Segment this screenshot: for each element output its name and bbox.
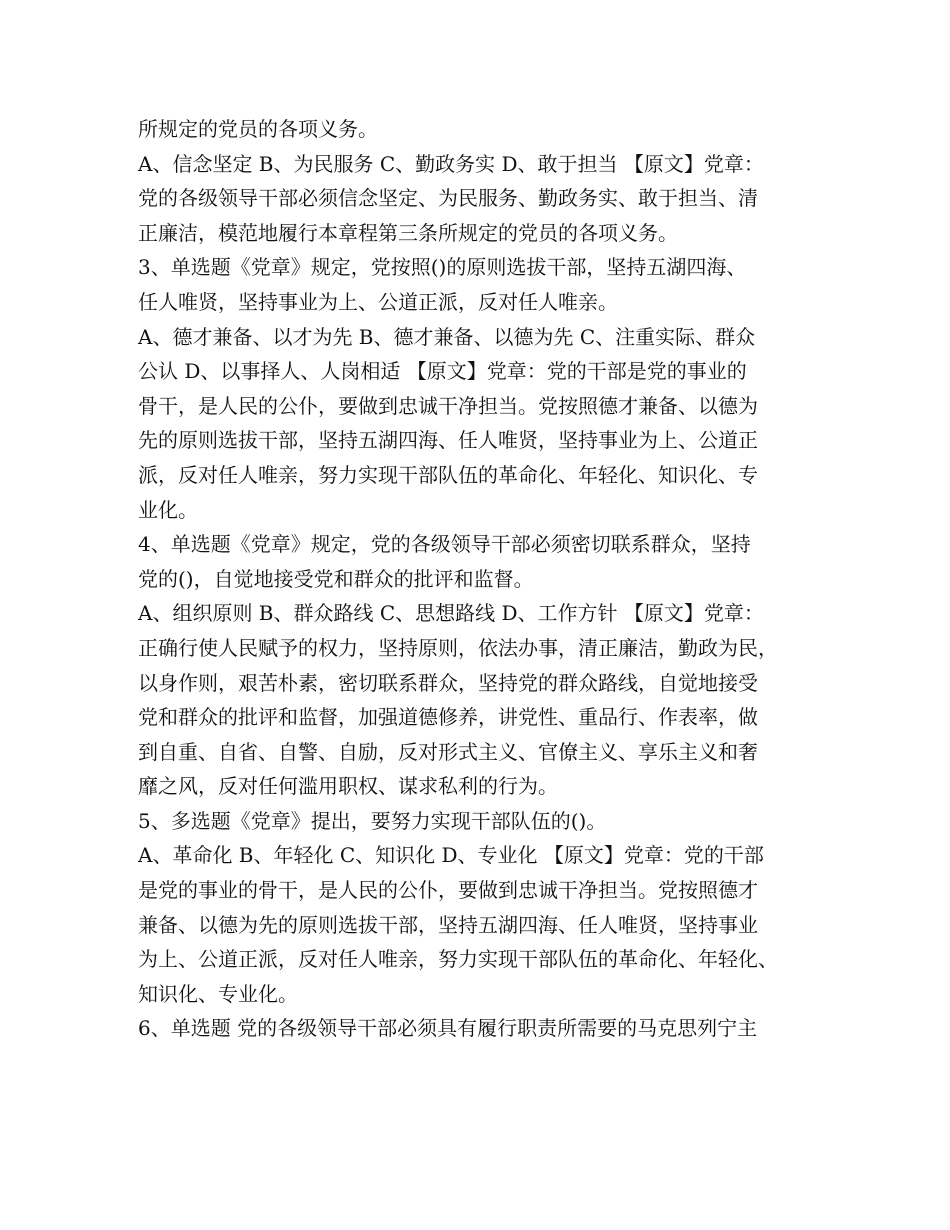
text-line: 到自重、自省、自警、自励，反对形式主义、官僚主义、享乐主义和奢 bbox=[138, 739, 758, 764]
text-line: 派，反对任人唯亲，努力实现干部队伍的革命化、年轻化、知识化、专 bbox=[138, 462, 758, 487]
question-6-line: 6、单选题 党的各级领导干部必须具有履行职责所需要的马克思列宁主 bbox=[138, 1016, 758, 1041]
text-line: 所规定的党员的各项义务。 bbox=[138, 117, 378, 141]
options-line: A、革命化 B、年轻化 C、知识化 D、专业化 【原文】党章：党的干部 bbox=[138, 843, 764, 868]
text-line: 正廉洁，模范地履行本章程第三条所规定的党员的各项义务。 bbox=[138, 220, 678, 245]
options-line: A、德才兼备、以才为先 B、德才兼备、以德为先 C、注重实际、群众 bbox=[138, 324, 756, 349]
text-line: 业化。 bbox=[138, 497, 198, 522]
text-line: 骨干，是人民的公仆，要做到忠诚干净担当。党按照德才兼备、以德为 bbox=[138, 393, 758, 418]
text-line: 先的原则选拔干部，坚持五湖四海、任人唯贤，坚持事业为上、公道正 bbox=[138, 428, 758, 453]
text-line: 党的()，自觉地接受党和群众的批评和监督。 bbox=[138, 566, 534, 591]
text-line: 党和群众的批评和监督，加强道德修养，讲党性、重品行、作表率，做 bbox=[138, 705, 758, 730]
text-line: 是党的事业的骨干，是人民的公仆，要做到忠诚干净担当。党按照德才 bbox=[138, 878, 758, 903]
question-4-line: 4、单选题《党章》规定，党的各级领导干部必须密切联系群众，坚持 bbox=[138, 532, 751, 557]
text-line: 以身作则，艰苦朴素，密切联系群众，坚持党的群众路线，自觉地接受 bbox=[138, 670, 758, 695]
text-line: 党的各级领导干部必须信念坚定、为民服务、勤政务实、敢于担当、清 bbox=[138, 186, 758, 211]
options-line: A、组织原则 B、群众路线 C、思想路线 D、工作方针 【原文】党章： bbox=[138, 601, 764, 626]
text-line: 兼备、以德为先的原则选拔干部，坚持五湖四海、任人唯贤，坚持事业 bbox=[138, 912, 758, 937]
question-5-line: 5、多选题《党章》提出，要努力实现干部队伍的()。 bbox=[138, 808, 607, 833]
text-line: 任人唯贤，坚持事业为上、公道正派，反对任人唯亲。 bbox=[138, 289, 618, 314]
text-line: 靡之风，反对任何滥用职权、谋求私利的行为。 bbox=[138, 774, 558, 799]
document-body bbox=[138, 112, 828, 1046]
text-line: 公认 D、以事择人、人岗相适 【原文】党章：党的干部是党的事业的 bbox=[138, 359, 747, 384]
question-3-line: 3、单选题《党章》规定，党按照()的原则选拔干部，坚持五湖四海、 bbox=[138, 255, 747, 280]
text-line: 正确行使人民赋予的权力，坚持原则，依法办事，清正廉洁，勤政为民， bbox=[138, 635, 778, 660]
text-line: A、信念坚定 B、为民服务 C、勤政务实 D、敢于担当 【原文】党章： bbox=[138, 151, 764, 176]
text-line: 知识化、专业化。 bbox=[138, 981, 298, 1006]
text-line: 为上、公道正派，反对任人唯亲，努力实现干部队伍的革命化、年轻化、 bbox=[138, 947, 778, 972]
